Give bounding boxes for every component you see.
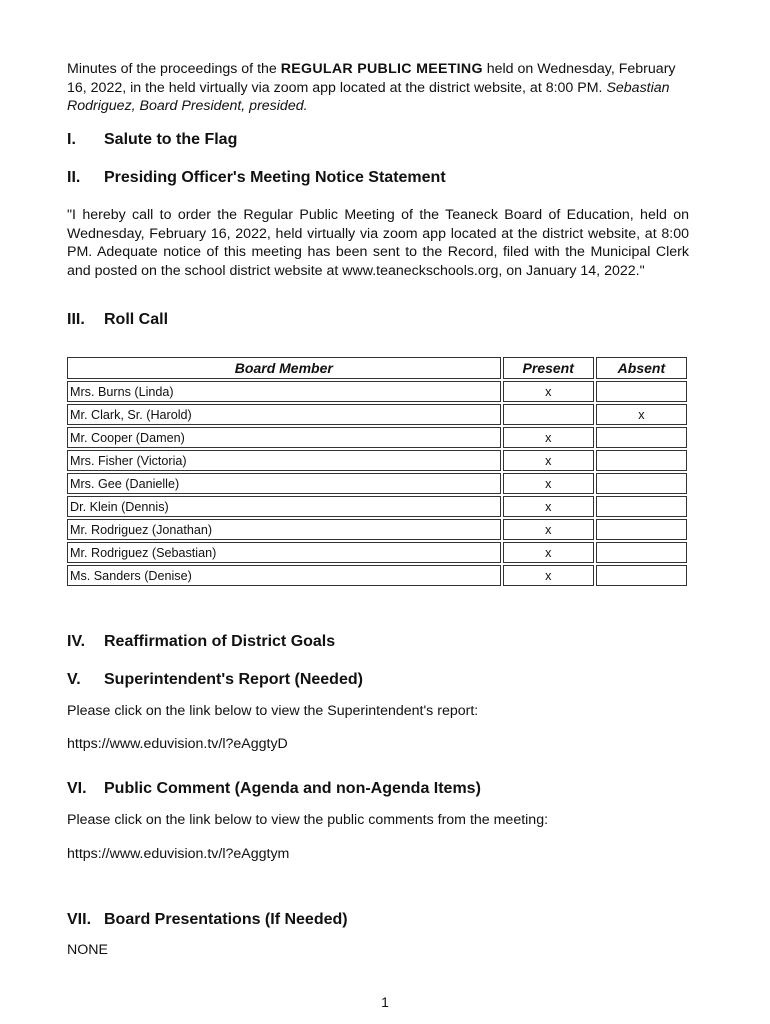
meeting-type: REGULAR PUBLIC MEETING [280, 61, 483, 77]
header-board-member: Board Member [67, 357, 501, 379]
section-title: Superintendent's Report (Needed) [104, 671, 363, 688]
absent-cell [596, 381, 687, 402]
present-cell: x [503, 542, 594, 563]
table-header-row [67, 357, 687, 379]
roll-call-table [65, 355, 689, 588]
section-number: V. [67, 671, 81, 688]
absent-cell [596, 565, 687, 586]
absent-cell [596, 496, 687, 517]
public-comment-instruction: Please click on the link below to view the public comments from the meeting: [67, 812, 549, 828]
absent-cell [596, 473, 687, 494]
present-cell: x [503, 519, 594, 540]
section-heading-6 [67, 780, 481, 798]
section-number: VII. [67, 911, 92, 928]
intro-text-2: held on Wednesday, February 16, 2022, in the held virtually via zoom app located at the district website, at 8:00 PM. [67, 61, 676, 96]
absent-cell [596, 427, 687, 448]
section-heading-5 [67, 671, 363, 689]
section-title: Reaffirmation of District Goals [104, 633, 336, 650]
present-cell: x [503, 565, 594, 586]
section-heading-1 [67, 131, 237, 149]
page-number: 1 [381, 994, 389, 1010]
absent-cell [596, 542, 687, 563]
roll-call-table-wrapper [67, 355, 689, 588]
header-present: Present [503, 357, 594, 379]
document-body [67, 60, 689, 116]
table-row [67, 381, 687, 402]
present-cell: x [503, 381, 594, 402]
present-cell: x [503, 450, 594, 471]
notice-statement: "I hereby call to order the Regular Public Meeting of the Teaneck Board of Education, held on Wednesday, February 16, 2022, held virtually via zoom app located at the district website, at 8:00 PM. Adequate notice of this meeting has been sent to the Record, filed with the Municipal Clerk and posted on the school district website at www.teaneckschools.org, on January 14, 2022." [67, 207, 689, 279]
table-row [67, 496, 687, 517]
table-row [67, 450, 687, 471]
public-comment-link[interactable]: https://www.eduvision.tv/l?eAggtym [67, 846, 290, 862]
member-cell: Mrs. Gee (Danielle) [67, 473, 501, 494]
intro-text: Minutes of the proceedings of the [67, 61, 281, 77]
section-number: VI. [67, 780, 87, 797]
section-number: III. [67, 311, 85, 328]
member-cell: Mr. Rodriguez (Jonathan) [67, 519, 501, 540]
section-heading-4 [67, 633, 335, 651]
section-title: Public Comment (Agenda and non-Agenda Items) [104, 780, 481, 797]
absent-cell [596, 519, 687, 540]
table-row [67, 565, 687, 586]
section-title: Salute to the Flag [104, 131, 238, 148]
superintendent-instruction: Please click on the link below to view the Superintendent's report: [67, 703, 479, 719]
section-title: Roll Call [104, 311, 169, 328]
member-cell: Dr. Klein (Dennis) [67, 496, 501, 517]
member-cell: Ms. Sanders (Denise) [67, 565, 501, 586]
section-number: IV. [67, 633, 86, 650]
presider-text: Sebastian Rodriguez, Board President, presided. [67, 79, 670, 114]
member-cell: Mrs. Fisher (Victoria) [67, 450, 501, 471]
present-cell [503, 404, 594, 425]
intro-paragraph [67, 60, 689, 116]
member-cell: Mr. Rodriguez (Sebastian) [67, 542, 501, 563]
member-cell: Mrs. Burns (Linda) [67, 381, 501, 402]
superintendent-report-link[interactable]: https://www.eduvision.tv/l?eAggtyD [67, 736, 288, 752]
header-absent: Absent [596, 357, 687, 379]
presentations-text: NONE [67, 942, 108, 958]
section-heading-3 [67, 311, 168, 329]
table-row [67, 404, 687, 425]
table-row [67, 542, 687, 563]
section-title: Presiding Officer's Meeting Notice Statement [104, 169, 446, 186]
section-number: II. [67, 169, 81, 186]
table-row [67, 473, 687, 494]
section-heading-7 [67, 911, 348, 929]
section-heading-2 [67, 169, 446, 187]
present-cell: x [503, 473, 594, 494]
absent-cell: x [596, 404, 687, 425]
member-cell: Mr. Cooper (Damen) [67, 427, 501, 448]
present-cell: x [503, 427, 594, 448]
absent-cell [596, 450, 687, 471]
member-cell: Mr. Clark, Sr. (Harold) [67, 404, 501, 425]
table-row [67, 519, 687, 540]
section-number: I. [67, 131, 76, 148]
section-title: Board Presentations (If Needed) [104, 911, 348, 928]
table-row [67, 427, 687, 448]
present-cell: x [503, 496, 594, 517]
